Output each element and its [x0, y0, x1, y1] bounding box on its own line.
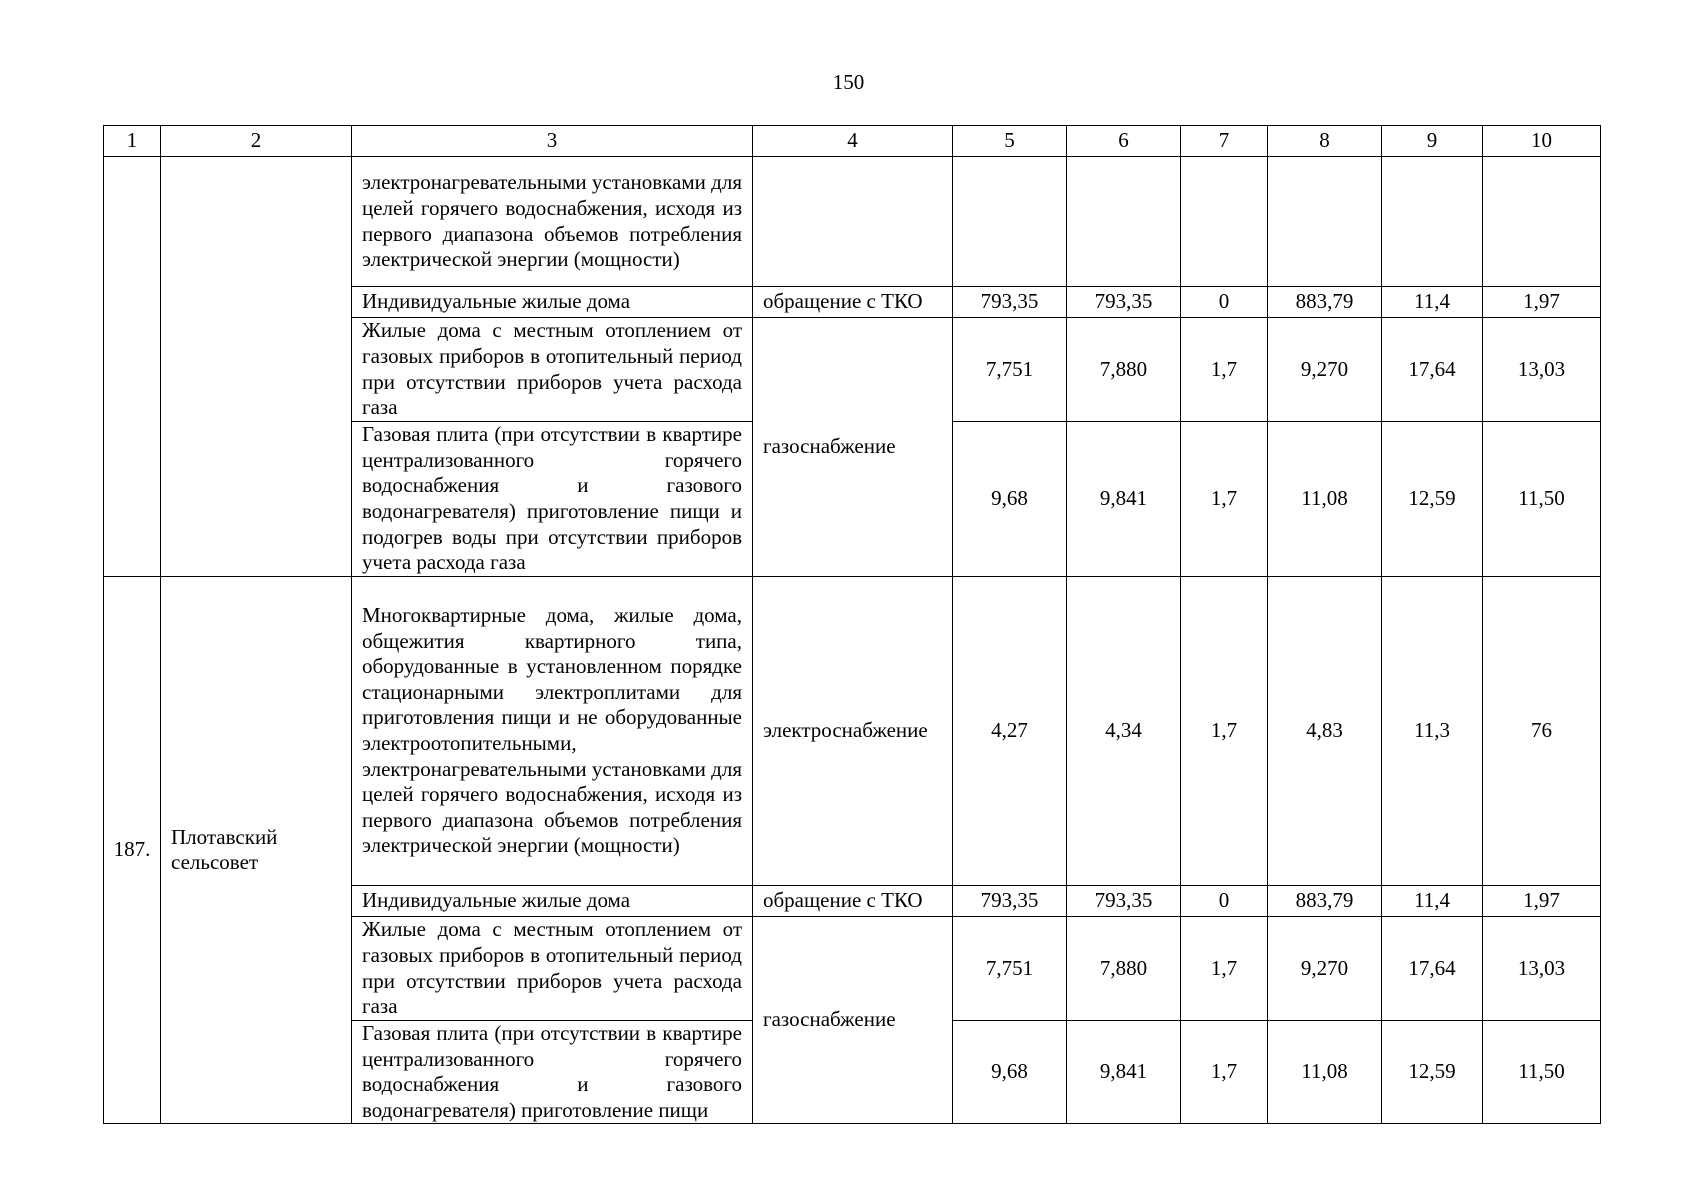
value-cell: 793,35	[1067, 287, 1181, 318]
value-cell: 1,7	[1181, 318, 1268, 422]
value-cell: 11,50	[1483, 422, 1601, 577]
settlement-name-cell	[161, 157, 352, 577]
value-cell: 0	[1181, 287, 1268, 318]
value-cell: 11,3	[1382, 577, 1483, 886]
value-cell: 4,83	[1268, 577, 1382, 886]
column-number: 5	[953, 126, 1067, 157]
column-number: 6	[1067, 126, 1181, 157]
value-cell: 1,97	[1483, 886, 1601, 917]
tariff-table	[103, 125, 1601, 1124]
value-cell: 793,35	[953, 287, 1067, 318]
service-cell	[753, 157, 953, 287]
column-number: 7	[1181, 126, 1268, 157]
service-cell: электроснабжение	[753, 577, 953, 886]
column-number: 1	[104, 126, 161, 157]
value-cell: 76	[1483, 577, 1601, 886]
value-cell: 9,841	[1067, 422, 1181, 577]
value-cell: 9,841	[1067, 1021, 1181, 1124]
value-cell: 0	[1181, 886, 1268, 917]
column-number: 8	[1268, 126, 1382, 157]
value-cell: 7,880	[1067, 318, 1181, 422]
value-cell: 1,97	[1483, 287, 1601, 318]
value-cell: 1,7	[1181, 422, 1268, 577]
value-cell: 9,270	[1268, 917, 1382, 1021]
category-description: Индивидуальные жилые дома	[352, 287, 753, 318]
value-cell: 11,08	[1268, 1021, 1382, 1124]
settlement-name-cell: Плотавский сельсовет	[161, 577, 352, 1124]
value-cell: 4,27	[953, 577, 1067, 886]
value-cell: 11,4	[1382, 886, 1483, 917]
column-numbers-row	[104, 126, 1601, 157]
value-cell: 1,7	[1181, 917, 1268, 1021]
page-number: 150	[832, 70, 865, 94]
value-cell: 4,34	[1067, 577, 1181, 886]
value-cell: 793,35	[1067, 886, 1181, 917]
value-cell: 1,7	[1181, 1021, 1268, 1124]
value-cell: 7,751	[953, 318, 1067, 422]
value-cell: 9,270	[1268, 318, 1382, 422]
category-description: электронагревательными установками для целей горячего водоснабжения, исходя из первого диапазона объемов потребления электрической энергии (мощности)	[352, 157, 753, 287]
value-cell: 17,64	[1382, 318, 1483, 422]
value-cell: 7,880	[1067, 917, 1181, 1021]
value-cell: 883,79	[1268, 287, 1382, 318]
value-cell: 1,7	[1181, 577, 1268, 886]
value-cell: 793,35	[953, 886, 1067, 917]
category-description: Жилые дома с местным отоплением от газовых приборов в отопительный период при отсутствии приборов учета расхода газа	[352, 318, 753, 422]
value-cell: 13,03	[1483, 318, 1601, 422]
column-number: 4	[753, 126, 953, 157]
service-cell: обращение с ТКО	[753, 886, 953, 917]
value-cell: 11,4	[1382, 287, 1483, 318]
category-description: Газовая плита (при отсутствии в квартире централизованного горячего водоснабжения и газового водонагревателя) приготовление пищи	[352, 1021, 753, 1124]
value-cell: 11,08	[1268, 422, 1382, 577]
column-number: 3	[352, 126, 753, 157]
value-cell: 11,50	[1483, 1021, 1601, 1124]
value-cell: 12,59	[1382, 1021, 1483, 1124]
category-description: Многоквартирные дома, жилые дома, общежития квартирного типа, оборудованные в установленном порядке стационарными электроплитами для приготовления пищи и не оборудованные электроотопительными, электронагревательными установками для целей горячего водоснабжения, исходя из первого диапазона объемов потребления электрической энергии (мощности)	[352, 577, 753, 886]
service-cell: обращение с ТКО	[753, 287, 953, 318]
category-description: Жилые дома с местным отоплением от газовых приборов в отопительный период при отсутствии приборов учета расхода газа	[352, 917, 753, 1021]
column-number: 2	[161, 126, 352, 157]
value-cell: 7,751	[953, 917, 1067, 1021]
value-cell: 12,59	[1382, 422, 1483, 577]
value-cell: 13,03	[1483, 917, 1601, 1021]
service-cell: газоснабжение	[753, 318, 953, 577]
category-description: Индивидуальные жилые дома	[352, 886, 753, 917]
row-number-cell	[104, 157, 161, 577]
value-cell: 883,79	[1268, 886, 1382, 917]
table-row	[104, 577, 1601, 886]
service-cell: газоснабжение	[753, 917, 953, 1124]
value-cell: 9,68	[953, 422, 1067, 577]
column-number: 9	[1382, 126, 1483, 157]
value-cell: 9,68	[953, 1021, 1067, 1124]
row-number-cell: 187.	[104, 577, 161, 1124]
value-cell: 17,64	[1382, 917, 1483, 1021]
category-description: Газовая плита (при отсутствии в квартире централизованного горячего водоснабжения и газового водонагревателя) приготовление пищи и подогрев воды при отсутствии приборов учета расхода газа	[352, 422, 753, 577]
table-row	[104, 157, 1601, 287]
column-number: 10	[1483, 126, 1601, 157]
